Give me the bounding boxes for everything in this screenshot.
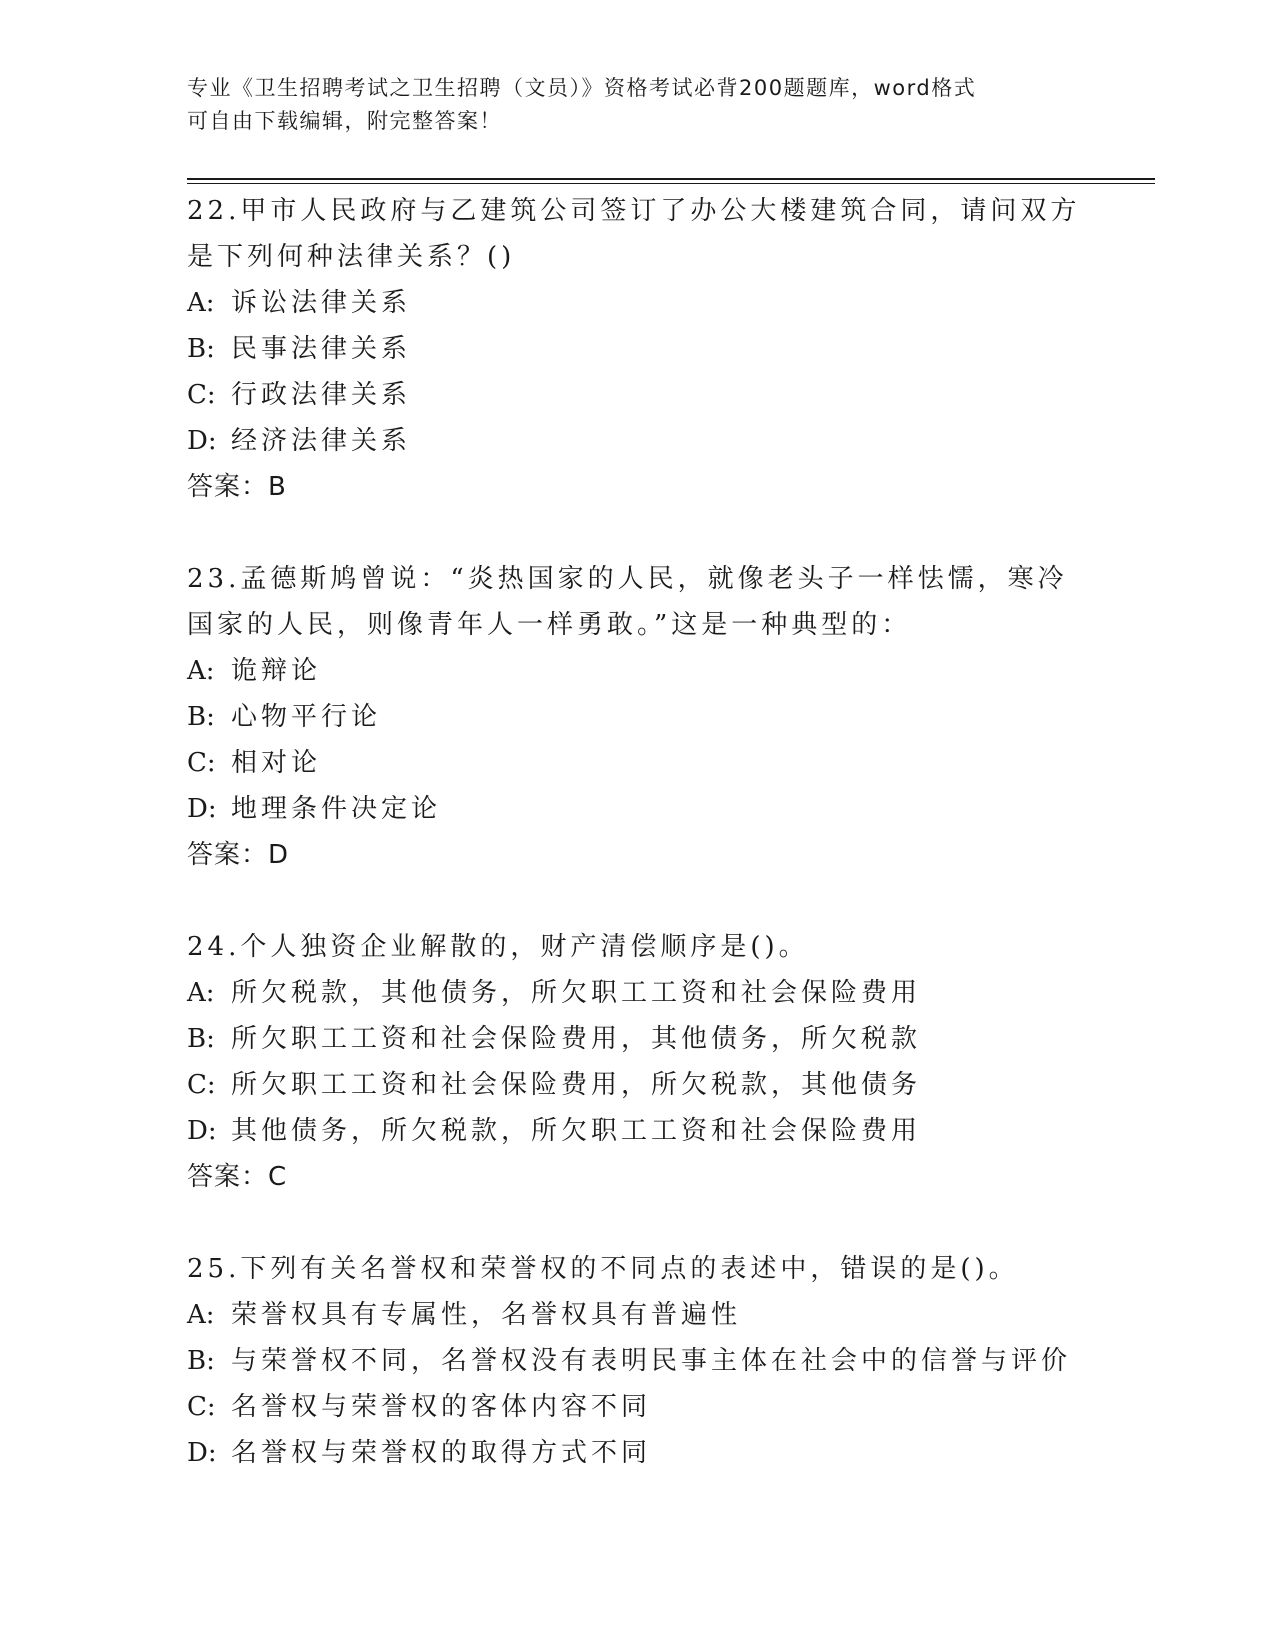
option-a	[187, 280, 1087, 326]
option-key: B:	[187, 1024, 215, 1054]
option-key: D:	[187, 1438, 217, 1468]
option-text: 心物平行论	[231, 702, 382, 732]
option-text: 所欠税款，其他债务，所欠职工工资和社会保险费用	[231, 978, 922, 1008]
option-text: 名誉权与荣誉权的取得方式不同	[231, 1438, 652, 1468]
option-text: 所欠职工工资和社会保险费用，其他债务，所欠税款	[231, 1024, 922, 1054]
option-text: 与荣誉权不同，名誉权没有表明民事主体在社会中的信誉与评价	[231, 1346, 1072, 1376]
option-d	[187, 786, 1087, 832]
header-divider-thick	[187, 178, 1155, 180]
option-key: D:	[187, 794, 217, 824]
option-a	[187, 970, 1087, 1016]
question-stem: 25.下列有关名誉权和荣誉权的不同点的表述中，错误的是()。	[187, 1254, 1019, 1284]
option-key: C:	[187, 1070, 216, 1100]
option-key: B:	[187, 334, 215, 364]
option-c	[187, 1384, 1087, 1430]
option-text: 行政法律关系	[231, 380, 412, 410]
question-stem: 24.个人独资企业解散的，财产清偿顺序是()。	[187, 932, 809, 962]
option-b	[187, 694, 1087, 740]
question-22	[187, 188, 1087, 510]
option-text: 相对论	[231, 748, 322, 778]
option-d	[187, 1108, 1087, 1154]
option-key: D:	[187, 1116, 217, 1146]
option-key: C:	[187, 748, 216, 778]
answer-line: 答案：D	[187, 840, 290, 870]
option-c	[187, 1062, 1087, 1108]
header-divider-thin	[187, 183, 1155, 184]
option-key: A:	[187, 288, 215, 318]
option-key: A:	[187, 656, 215, 686]
option-key: D:	[187, 426, 217, 456]
header-line-1: 专业《卫生招聘考试之卫生招聘（文员）》资格考试必背200题题库，word格式	[187, 76, 977, 100]
answer-line: 答案：C	[187, 1162, 288, 1192]
question-23	[187, 556, 1087, 878]
option-text: 荣誉权具有专属性，名誉权具有普遍性	[231, 1300, 742, 1330]
option-key: B:	[187, 702, 215, 732]
question-stem: 22.甲市人民政府与乙建筑公司签订了办公大楼建筑合同，请问双方是下列何种法律关系？()	[187, 196, 1081, 272]
option-key: B:	[187, 1346, 215, 1376]
question-24	[187, 924, 1087, 1200]
option-key: A:	[187, 978, 215, 1008]
option-key: A:	[187, 1300, 215, 1330]
option-text: 其他债务，所欠税款，所欠职工工资和社会保险费用	[231, 1116, 922, 1146]
option-d	[187, 1430, 1087, 1476]
option-b	[187, 1016, 1087, 1062]
option-key: C:	[187, 380, 216, 410]
answer-line: 答案：B	[187, 472, 287, 502]
option-text: 所欠职工工资和社会保险费用，所欠税款，其他债务	[231, 1070, 922, 1100]
option-b	[187, 326, 1087, 372]
question-list	[187, 188, 1087, 1522]
question-stem: 23.孟德斯鸠曾说：“炎热国家的人民，就像老头子一样怯懦，寒冷国家的人民，则像青年人一样勇敢。”这是一种典型的：	[187, 564, 1068, 640]
option-a	[187, 1292, 1087, 1338]
option-text: 地理条件决定论	[231, 794, 442, 824]
option-a	[187, 648, 1087, 694]
option-key: C:	[187, 1392, 216, 1422]
option-c	[187, 740, 1087, 786]
option-c	[187, 372, 1087, 418]
document-header	[187, 72, 1087, 138]
option-text: 诡辩论	[231, 656, 322, 686]
question-25	[187, 1246, 1087, 1476]
option-text: 诉讼法律关系	[231, 288, 412, 318]
option-text: 名誉权与荣誉权的客体内容不同	[231, 1392, 652, 1422]
header-line-2: 可自由下载编辑，附完整答案！	[187, 109, 502, 133]
option-text: 民事法律关系	[231, 334, 412, 364]
option-text: 经济法律关系	[231, 426, 412, 456]
option-b	[187, 1338, 1087, 1384]
option-d	[187, 418, 1087, 464]
